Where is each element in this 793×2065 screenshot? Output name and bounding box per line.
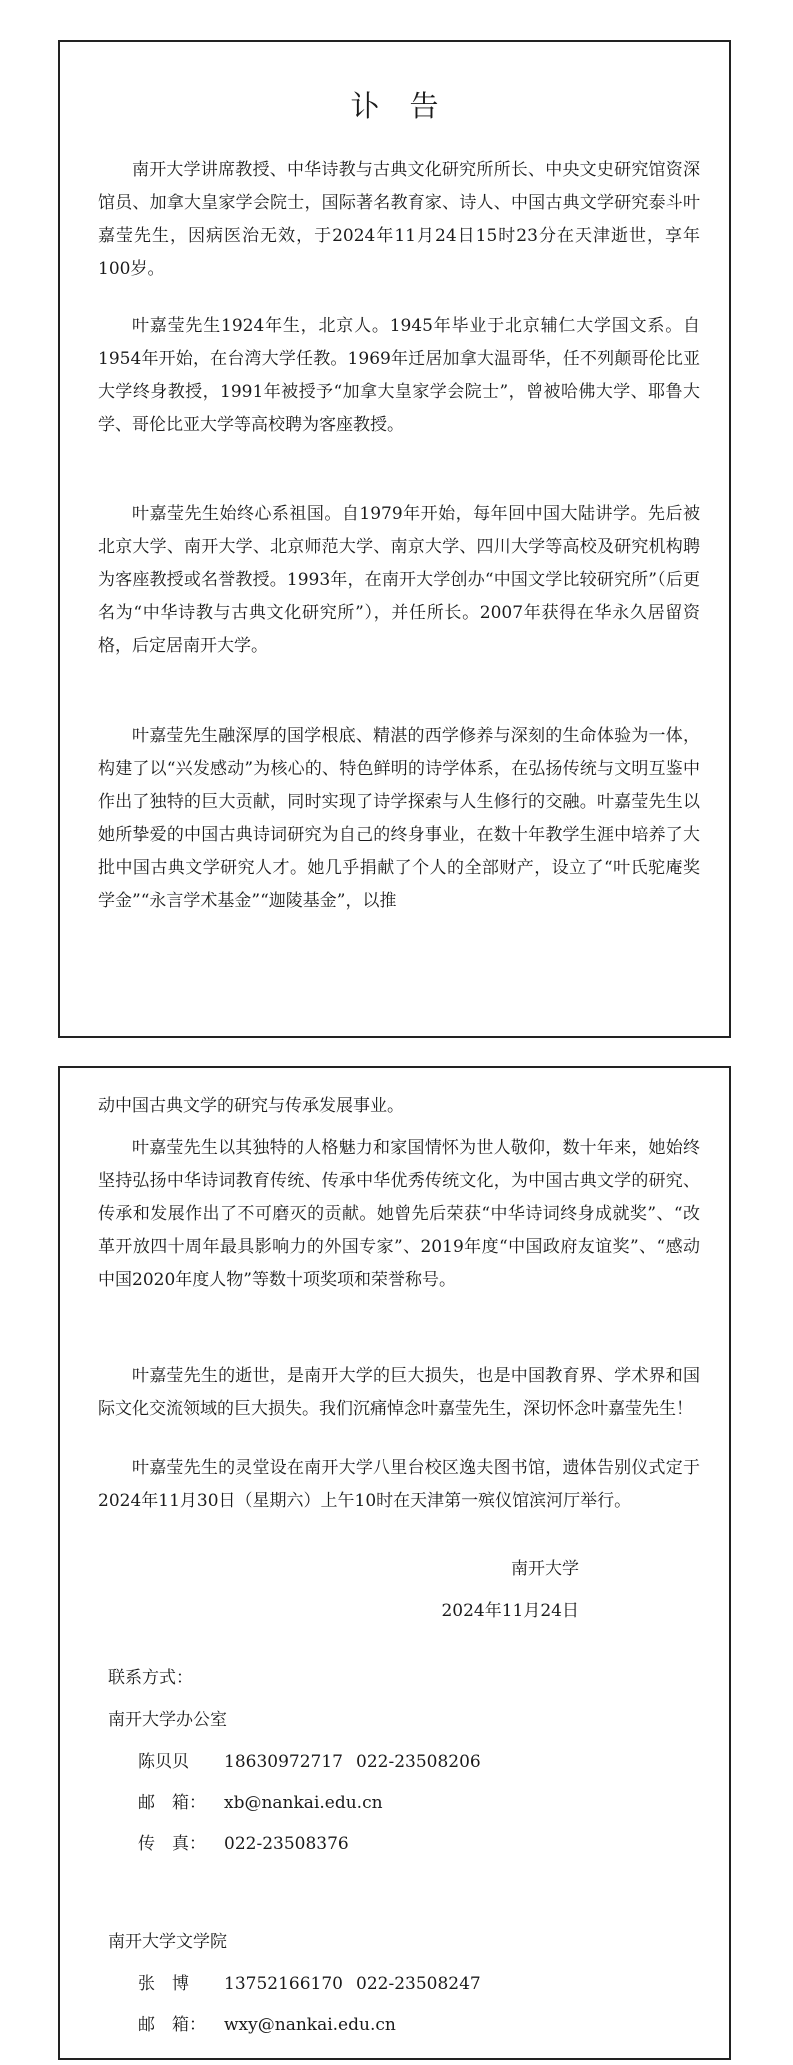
office-email: xb@nankai.edu.cn — [224, 1793, 383, 1813]
paragraph-continuation: 动中国古典文学的研究与传承发展事业。 — [98, 1096, 404, 1116]
college-name: 南开大学文学院 — [108, 1932, 227, 1952]
paragraph-contributions: 叶嘉莹先生融深厚的国学根底、精湛的西学修养与深刻的生命体验为一体，构建了以“兴发感动”为核心的、特色鲜明的诗学体系，在弘扬传统与文明互鉴中作出了独特的巨大贡献，同时实现了诗学探索与人生修行的交融。叶嘉莹先生以她所挚爱的中国古典诗词研究为自己的终身事业，在数十年教学生涯中培养了大批中国古典文学研究人才。她几乎捐献了个人的全部财产，设立了“叶氏驼庵奖学金”“永言学术基金”“迦陵基金”，以推 — [98, 726, 700, 911]
office-phone: 022-23508206 — [356, 1752, 481, 1772]
office-name: 南开大学办公室 — [108, 1710, 227, 1730]
college-contact-details — [138, 1968, 481, 2050]
signature-organization: 南开大学 — [511, 1559, 579, 1579]
college-mobile: 13752166170 — [224, 1974, 343, 1994]
paragraph-mourning: 叶嘉莹先生的逝世，是南开大学的巨大损失，也是中国教育界、学术界和国际文化交流领域的巨大损失。我们沉痛悼念叶嘉莹先生，深切怀念叶嘉莹先生！ — [98, 1366, 700, 1419]
college-phone: 022-23508247 — [356, 1974, 481, 1994]
college-email-label: 邮 箱： — [138, 2015, 206, 2035]
college-person-row — [138, 1968, 481, 2009]
obituary-page-2 — [58, 1066, 731, 2060]
paragraph-funeral-arrangements: 叶嘉莹先生的灵堂设在南开大学八里台校区逸夫图书馆，遗体告别仪式定于2024年11月30日（星期六）上午10时在天津第一殡仪馆滨河厅举行。 — [98, 1458, 700, 1511]
college-email: wxy@nankai.edu.cn — [224, 2015, 396, 2035]
paragraph-biography: 叶嘉莹先生1924年生，北京人。1945年毕业于北京辅仁大学国文系。自1954年开始，在台湾大学任教。1969年迁居加拿大温哥华，任不列颠哥伦比亚大学终身教授，1991年被授予“加拿大皇家学会院士”，曾被哈佛大学、耶鲁大学、哥伦比亚大学等高校聘为客座教授。 — [98, 316, 700, 435]
office-fax-row — [138, 1828, 481, 1869]
office-person: 陈贝贝 — [138, 1752, 189, 1772]
college-email-row — [138, 2009, 481, 2050]
contact-heading: 联系方式： — [108, 1668, 193, 1688]
office-contact-details — [138, 1746, 481, 1869]
office-mobile: 18630972717 — [224, 1752, 343, 1772]
obituary-page-1 — [58, 40, 731, 1038]
college-person: 张 博 — [138, 1974, 189, 1994]
page-title: 讣告 — [350, 89, 469, 123]
office-email-label: 邮 箱： — [138, 1793, 206, 1813]
paragraph-honors: 叶嘉莹先生以其独特的人格魅力和家国情怀为世人敬仰，数十年来，她始终坚持弘扬中华诗词教育传统、传承中华优秀传统文化，为中国古典文学的研究、传承和发展作出了不可磨灭的贡献。她曾先后荣获“中华诗词终身成就奖”、“改革开放四十周年最具影响力的外国专家”、2019年度“中国政府友谊奖”、“感动中国2020年度人物”等数十项奖项和荣誉称号。 — [98, 1138, 700, 1290]
signature-date: 2024年11月24日 — [441, 1601, 579, 1621]
office-person-row — [138, 1746, 481, 1787]
office-fax-label: 传 真： — [138, 1834, 206, 1854]
paragraph-announcement: 南开大学讲席教授、中华诗教与古典文化研究所所长、中央文史研究馆资深馆员、加拿大皇家学会院士，国际著名教育家、诗人、中国古典文学研究泰斗叶嘉莹先生，因病医治无效，于2024年11月24日15时23分在天津逝世，享年100岁。 — [98, 160, 700, 279]
office-fax: 022-23508376 — [224, 1834, 349, 1854]
office-email-row — [138, 1787, 481, 1828]
paragraph-homeland: 叶嘉莹先生始终心系祖国。自1979年开始，每年回中国大陆讲学。先后被北京大学、南开大学、北京师范大学、南京大学、四川大学等高校及研究机构聘为客座教授或名誉教授。1993年，在南开大学创办“中国文学比较研究所”（后更名为“中华诗教与古典文化研究所”），并任所长。2007年获得在华永久居留资格，后定居南开大学。 — [98, 504, 700, 656]
